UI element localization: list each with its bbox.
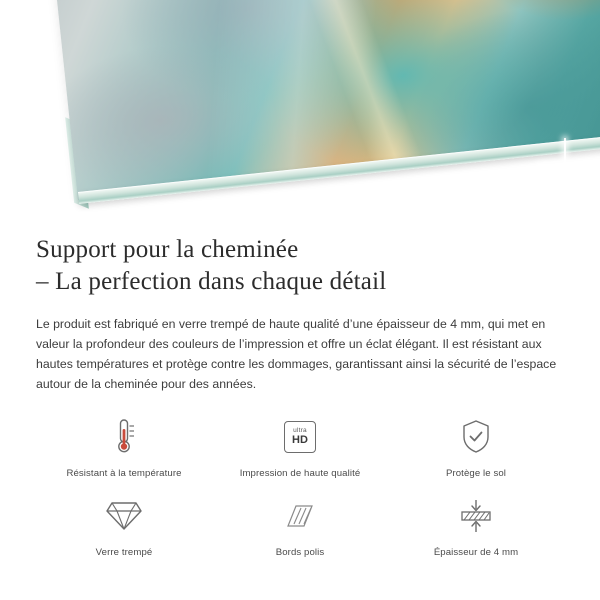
ultra-hd-icon <box>284 416 316 458</box>
feature-item-floor-protection <box>388 416 564 479</box>
polished-edges-icon <box>282 495 318 537</box>
ultra-hd-top-text: ultra <box>293 426 307 434</box>
content-area <box>0 234 600 558</box>
thermometer-icon <box>107 416 141 458</box>
page-title <box>36 234 564 298</box>
feature-label: Impression de haute qualité <box>239 468 361 479</box>
headline-line-1: Support pour la cheminée <box>36 236 299 263</box>
feature-label: Verre trempé <box>95 547 153 558</box>
feature-item-temperature <box>36 416 212 479</box>
feature-item-polished-edges <box>212 495 388 558</box>
diamond-icon <box>104 495 144 537</box>
headline-line-2: – La perfection dans chaque détail <box>36 268 387 295</box>
feature-label: Épaisseur de 4 mm <box>433 547 519 558</box>
feature-label: Protège le sol <box>445 468 507 479</box>
feature-item-thickness <box>388 495 564 558</box>
hero-product-image <box>0 0 600 212</box>
feature-grid <box>36 416 564 558</box>
shield-check-icon <box>459 416 493 458</box>
thickness-arrows-icon <box>456 495 496 537</box>
ultra-hd-bottom-text: HD <box>292 434 308 447</box>
hero-image-inner <box>0 0 600 212</box>
feature-item-tempered-glass <box>36 495 212 558</box>
feature-item-print-quality <box>212 416 388 479</box>
feature-label: Bords polis <box>275 547 325 558</box>
feature-label: Résistant à la température <box>66 468 182 479</box>
product-description-text: Le produit est fabriqué en verre trempé de haute qualité d’une épaisseur de 4 mm, qui met en valeur la profondeur des couleurs de l’impression et offre un éclat élégant. Il est résistant aux hautes températures et protège contre les dommages, garantissant ainsi la sécurité de l’espace autour de la cheminée pour des années. <box>36 317 557 391</box>
